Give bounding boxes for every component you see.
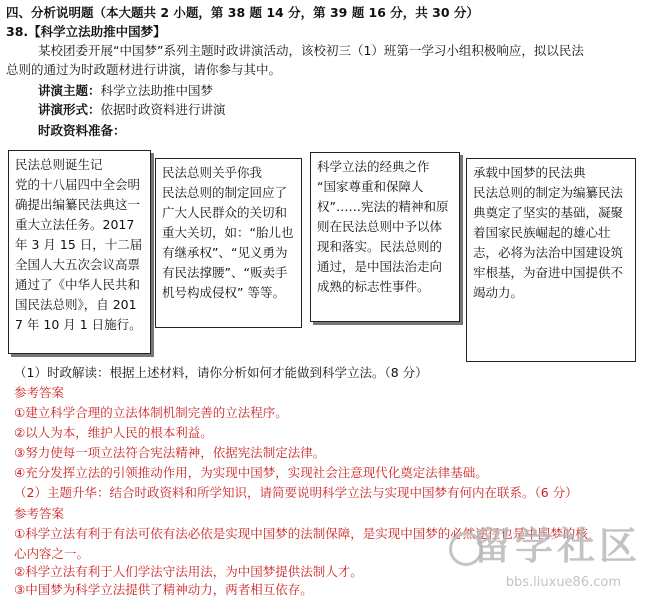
material-box-title: 民法总则诞生记 bbox=[15, 157, 103, 172]
material-box-title: 科学立法的经典之作 bbox=[317, 159, 430, 174]
reference-answer-label-2: 参考答案 bbox=[14, 506, 65, 521]
answer-2-item: ①科学立法有利于有法可依有法必依是实现中国梦的法制保障，是实现中国梦的必然途径也是中国梦的核 bbox=[14, 526, 588, 541]
material-box-2 bbox=[155, 158, 302, 328]
materials-label: 时政资料准备： bbox=[38, 123, 126, 138]
topic-row bbox=[38, 82, 213, 100]
material-box-title: 民法总则关乎你我 bbox=[162, 165, 263, 180]
answer-1-item: ④充分发挥立法的引领推动作用，为实现中国梦，实现社会注意现代化奠定法律基础。 bbox=[14, 465, 488, 480]
answer-1-item: ①建立科学合理的立法体制机制完善的立法程序。 bbox=[14, 405, 288, 420]
intro-line-2: 总则的通过为时政题材进行讲演，请你参与其中。 bbox=[6, 62, 282, 77]
material-box-body: “国家尊重和保障人权”……宪法的精神和原则在民法总则中予以体现和落实。民法总则的通过，是中国法治走向成熟的标志性事件。 bbox=[317, 179, 449, 294]
material-box-body: 党的十八届四中全会明确提出编纂民法典这一重大立法任务。2017 年 3 月 15 日，十二届全国人大五次会议高票通过了《中华人民共和国民法总则》，自 2017 年 10 月 1 日施行。 bbox=[15, 177, 143, 332]
question-1-text: （1）时政解读：根据上述材料，请你分析如何才能做到科学立法。（8 分） bbox=[14, 365, 428, 380]
section-title: 四、分析说明题（本大题共 2 小题，第 38 题 14 分，第 39 题 16 分，共 30 分） bbox=[6, 5, 479, 20]
form-label: 讲演形式： bbox=[38, 102, 101, 117]
topic-value: 科学立法助推中国梦 bbox=[100, 83, 214, 98]
answer-1-item: ②以人为本，维护人民的根本利益。 bbox=[14, 425, 213, 440]
material-box-3 bbox=[310, 152, 460, 322]
material-box-4 bbox=[466, 158, 636, 362]
answer-2-item: 心内容之一。 bbox=[14, 546, 90, 561]
question-2-text: （2）主题升华：结合时政资料和所学知识，请简要说明科学立法与实现中国梦有何内在联系。（6 分） bbox=[14, 485, 578, 500]
answer-1-item: ③努力使每一项立法符合宪法精神，依据宪法制定法律。 bbox=[14, 445, 326, 460]
form-value: 依据时政资料进行讲演 bbox=[100, 102, 226, 117]
material-box-body: 民法总则的制定为编纂民法典奠定了坚实的基础，凝聚着国家民族崛起的雄心壮志，必将为法治中国建设筑牢根基，为奋进中国提供不竭动力。 bbox=[473, 185, 624, 300]
answer-2-item: ③中国梦为科学立法提供了精神动力，两者相互依存。 bbox=[14, 582, 313, 597]
question-38-title: 38.【科学立法助推中国梦】 bbox=[6, 24, 166, 39]
answer-2-item: ②科学立法有利于人们学法守法用法，为中国梦提供法制人才。 bbox=[14, 564, 363, 579]
watermark-logo: 留学社区 bbox=[472, 524, 641, 568]
material-box-title: 承载中国梦的民法典 bbox=[473, 165, 586, 180]
intro-line-1: 某校团委开展“中国梦”系列主题时政讲演活动，该校初三（1）班第一学习小组积极响应，拟以民法 bbox=[38, 43, 584, 58]
reference-answer-label-1: 参考答案 bbox=[14, 385, 65, 400]
watermark-url: bbs.liuxue86.com bbox=[505, 575, 621, 590]
material-box-body: 民法总则的制定回应了广大人民群众的关切和重大关切，如：“胎儿也有继承权”、“见义勇为有民法撑腰”、“贩卖手机号构成侵权” 等等。 bbox=[162, 185, 294, 300]
form-row bbox=[38, 101, 226, 119]
topic-label: 讲演主题： bbox=[38, 83, 101, 98]
material-box-1 bbox=[8, 150, 151, 354]
